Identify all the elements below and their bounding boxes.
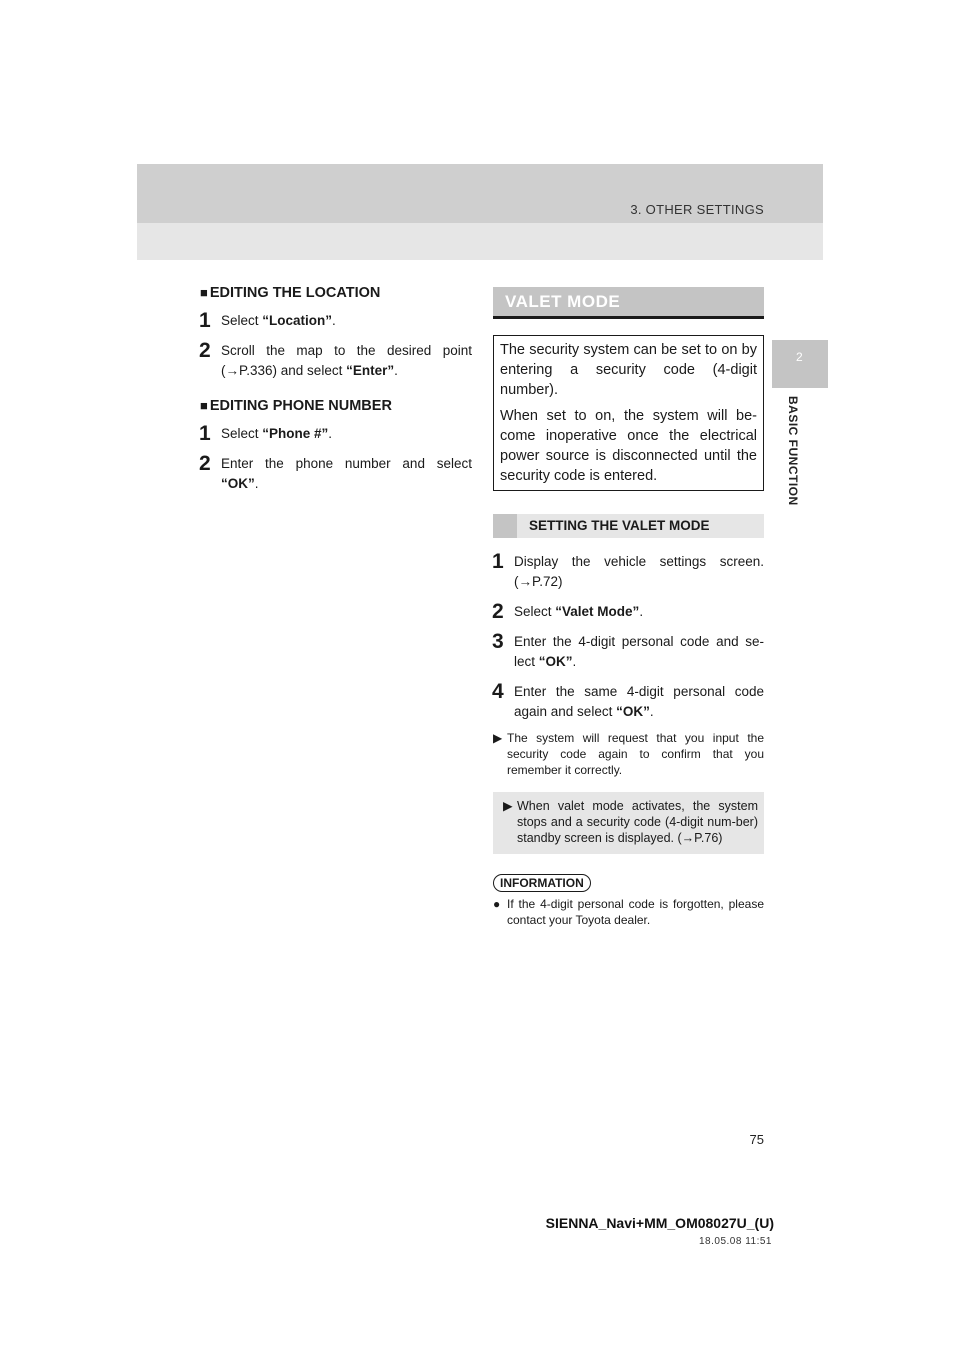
location-heading: ■ EDITING THE LOCATION <box>200 285 381 301</box>
step-number: 1 <box>199 309 211 332</box>
valet-mode-title: VALET MODE <box>493 287 764 319</box>
step <box>493 552 764 592</box>
step-text: Display the vehicle settings screen. (→P.72) <box>514 554 764 589</box>
step <box>200 341 472 381</box>
list-item: ▶ When valet mode activates, the system stops and a security code (4-digit num-ber) standby screen is displayed. (→P.76) <box>503 799 758 845</box>
step-number: 3 <box>492 630 504 653</box>
chapter-tab <box>772 340 828 388</box>
step-text: Enter the phone number and select “OK”. <box>221 456 472 491</box>
information-label: INFORMATION <box>493 874 591 892</box>
step <box>493 632 764 672</box>
bullet-icon: ▶ <box>493 731 503 745</box>
valet-intro-box <box>493 335 764 491</box>
heading-bar <box>493 514 517 538</box>
step <box>493 682 764 722</box>
setting-valet-heading: SETTING THE VALET MODE <box>493 514 764 538</box>
step-number: 2 <box>199 452 211 475</box>
step-text: Select “Location”. <box>221 313 336 328</box>
step <box>493 602 764 622</box>
step-number: 1 <box>199 422 211 445</box>
page-number: 75 <box>749 1132 764 1147</box>
intro-paragraph: When set to on, the system will be-come inoperative once the electrical power source is disconnected until the security code is entered. <box>500 408 757 484</box>
step-text: Enter the same 4-digit personal code again and select “OK”. <box>514 684 764 719</box>
note-box <box>493 792 764 854</box>
list-item: ● If the 4-digit personal code is forgotten, please contact your Toyota dealer. <box>493 897 764 927</box>
footer-model: SIENNA_Navi+MM_OM08027U_(U) <box>545 1215 774 1231</box>
step-number: 1 <box>492 550 504 573</box>
intro-paragraph: The security system can be set to on by entering a security code (4-digit number). <box>500 342 757 398</box>
phone-heading: ■ EDITING PHONE NUMBER <box>200 398 392 414</box>
step-text: Enter the 4-digit personal code and se-lect “OK”. <box>514 634 764 669</box>
left-column <box>200 285 472 494</box>
list-item: ▶ The system will request that you input the security code again to confirm that you remember it correctly. <box>493 731 764 777</box>
step <box>200 311 472 331</box>
square-bullet-icon: ■ <box>200 285 208 300</box>
bullet-dot-icon: ● <box>493 897 501 911</box>
chapter-label: BASIC FUNCTION <box>786 396 800 506</box>
chapter-number: 2 <box>796 350 803 364</box>
step-number: 4 <box>492 680 504 703</box>
step-number: 2 <box>492 600 504 623</box>
step <box>200 454 472 494</box>
right-column <box>493 287 764 928</box>
bullet-icon: ▶ <box>503 799 513 813</box>
footer-timestamp: 18.05.08 11:51 <box>699 1236 772 1247</box>
square-bullet-icon: ■ <box>200 398 208 413</box>
section-title: 3. OTHER SETTINGS <box>630 202 764 217</box>
step <box>200 424 472 444</box>
step-text: Select “Phone #”. <box>221 426 333 441</box>
step-text: Select “Valet Mode”. <box>514 604 644 619</box>
step-number: 2 <box>199 339 211 362</box>
step-text: Scroll the map to the desired point (→P.336) and select “Enter”. <box>221 343 472 378</box>
